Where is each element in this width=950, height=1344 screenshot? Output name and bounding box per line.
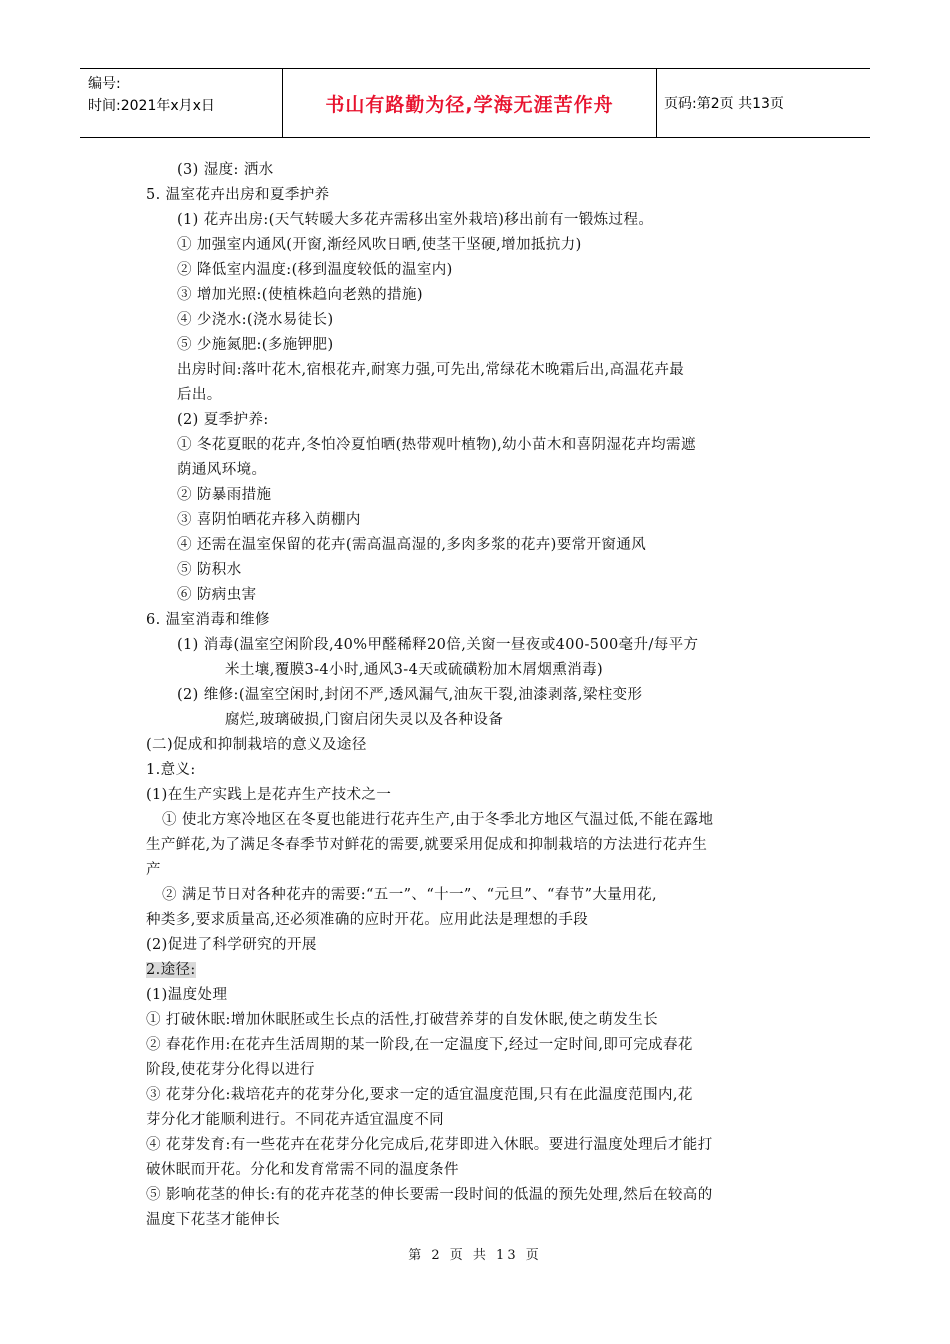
list-item: ① 冬花夏眠的花卉,冬怕冷夏怕晒(热带观叶植物),幼小苗木和喜阴湿花卉均需遮: [177, 437, 696, 453]
list-item: ④ 花芽发育:有一些花卉在花芽分化完成后,花芽即进入休眠。要进行温度处理后才能打: [146, 1137, 713, 1153]
list-item: ⑥ 防病虫害: [177, 587, 257, 603]
list-item: ④ 少浇水:(浇水易徒长): [177, 312, 334, 328]
body-line: (1)温度处理: [146, 987, 228, 1003]
body-line: (1)在生产实践上是花卉生产技术之一: [146, 787, 392, 803]
body-line: (2) 夏季护养:: [177, 412, 269, 428]
body-line: (2)促进了科学研究的开展: [146, 937, 317, 953]
list-item: ① 打破休眠:增加休眠胚或生长点的活性,打破营养芽的自发休眠,使之萌发生长: [146, 1012, 659, 1028]
body-line: 荫通风环境。: [177, 462, 267, 478]
body-line: 米土壤,覆膜3-4小时,通风3-4天或硫磺粉加木屑烟熏消毒): [225, 662, 604, 678]
body-line: (1) 消毒(温室空闲阶段,40%甲醛稀释20倍,关窗一昼夜或400-500毫升/每平方: [177, 637, 699, 653]
subsection-heading: 1.意义:: [146, 762, 196, 778]
document-date: 时间:2021年x月x日: [88, 98, 215, 114]
list-item: ③ 增加光照:(使植株趋向老熟的措施): [177, 287, 423, 303]
header-page-number: 页码:第2页 共13页: [664, 96, 784, 112]
body-line: 后出。: [177, 387, 222, 403]
list-item: ④ 还需在温室保留的花卉(需高温高湿的,多肉多浆的花卉)要常开窗通风: [177, 537, 647, 553]
list-item: ⑤ 少施氮肥:(多施钾肥): [177, 337, 334, 353]
list-item: ② 降低室内温度:(移到温度较低的温室内): [177, 262, 453, 278]
header-divider: [656, 69, 657, 137]
body-line: 出房时间:落叶花木,宿根花卉,耐寒力强,可先出,常绿花木晚霜后出,高温花卉最: [177, 362, 685, 378]
body-line: 种类多,要求质量高,还必须准确的应时开花。应用此法是理想的手段: [146, 912, 589, 928]
section-heading: (二)促成和抑制栽培的意义及途径: [146, 737, 367, 753]
list-item: ① 加强室内通风(开窗,渐经风吹日晒,使茎干坚硬,增加抵抗力): [177, 237, 582, 253]
header-meta: [88, 73, 215, 117]
list-item: ② 春花作用:在花卉生活周期的某一阶段,在一定温度下,经过一定时间,即可完成春花: [146, 1037, 693, 1053]
page-header: [80, 68, 870, 138]
list-item: ③ 花芽分化:栽培花卉的花芽分化,要求一定的适宜温度范围,只有在此温度范围内,花: [146, 1087, 693, 1103]
list-item: ⑤ 防积水: [177, 562, 242, 578]
body-line: (2) 维修:(温室空闲时,封闭不严,透风漏气,油灰干裂,油漆剥落,梁柱变形: [177, 687, 643, 703]
list-item: ② 防暴雨措施: [177, 487, 272, 503]
header-motto: 书山有路勤为径,学海无涯苦作舟: [325, 93, 614, 116]
body-line: (3) 湿度: 洒水: [177, 162, 274, 178]
highlighted-text: 2.途径:: [146, 962, 196, 978]
list-item: ⑤ 影响花茎的伸长:有的花卉花茎的伸长要需一段时间的低温的预先处理,然后在较高的: [146, 1187, 713, 1203]
document-number-label: 编号:: [88, 76, 121, 92]
body-line: 生产鲜花,为了满足冬春季节对鲜花的需要,就要采用促成和抑制栽培的方法进行花卉生: [146, 837, 708, 853]
list-item: ③ 喜阴怕晒花卉移入荫棚内: [177, 512, 361, 528]
body-line: (1) 花卉出房:(天气转暖大多花卉需移出室外栽培)移出前有一锻炼过程。: [177, 212, 654, 228]
body-line: 腐烂,玻璃破损,门窗启闭失灵以及各种设备: [225, 712, 504, 728]
body-line: 产: [146, 862, 161, 878]
body-line: 温度下花茎才能伸长: [146, 1212, 281, 1228]
list-item: ① 使北方寒冷地区在冬夏也能进行花卉生产,由于冬季北方地区气温过低,不能在露地: [162, 812, 714, 828]
section-heading: 6. 温室消毒和维修: [146, 612, 270, 628]
page-footer: 第 2 页 共 13 页: [408, 1248, 542, 1263]
body-line: 阶段,使花芽分化得以进行: [146, 1062, 315, 1078]
list-item: ② 满足节日对各种花卉的需要:“五一”、“十一”、“元旦”、“春节”大量用花,: [162, 887, 658, 903]
subsection-heading: [146, 958, 196, 983]
body-line: 芽分化才能顺利进行。不同花卉适宜温度不同: [146, 1112, 444, 1128]
body-line: 破休眠而开花。分化和发育常需不同的温度条件: [146, 1162, 459, 1178]
section-heading: 5. 温室花卉出房和夏季护养: [146, 187, 330, 203]
